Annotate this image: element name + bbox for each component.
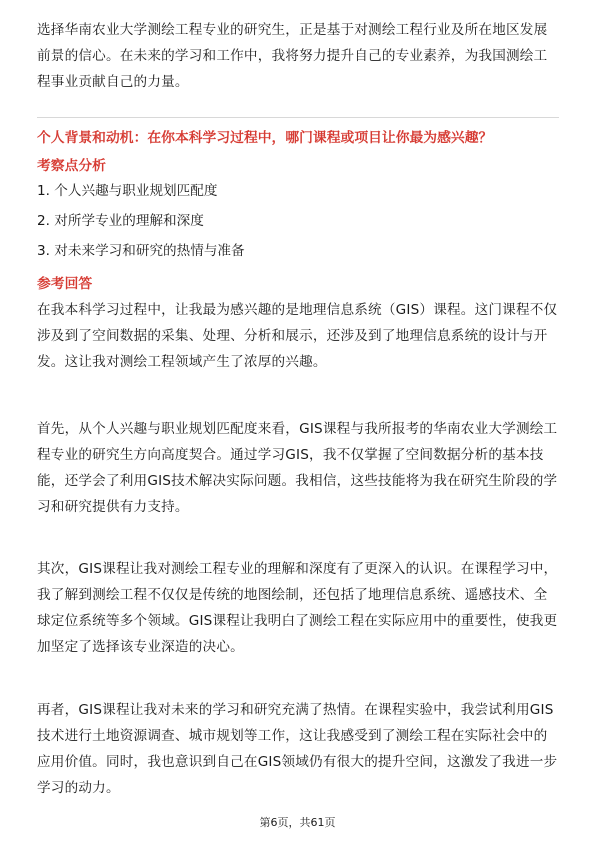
- answer-paragraph: 在我本科学习过程中，让我最为感兴趣的是地理信息系统（GIS）课程。这门课程不仅涉及到了空间数据的采集、处理、分析和展示，还涉及到了地理信息系统的设计与开发。这让我对测绘工程领域产生了浓厚的兴趣。: [37, 302, 558, 370]
- answer-paragraph: 首先，从个人兴趣与职业规划匹配度来看，GIS课程与我所报考的华南农业大学测绘工程专业的研究生方向高度契合。通过学习GIS，我不仅掌握了空间数据分析的基本技能，还学会了利用GIS技术解决实际问题。我相信，这些技能将为我在研究生阶段的学习和研究提供有力支持。: [37, 421, 558, 515]
- page-number: 第6页，共61页: [259, 816, 336, 829]
- answer-heading: 参考回答: [37, 276, 93, 292]
- analysis-item: 2. 对所学专业的理解和深度: [37, 213, 204, 229]
- analysis-item: 1. 个人兴趣与职业规划匹配度: [37, 183, 218, 199]
- analysis-item: 3. 对未来学习和研究的热情与准备: [37, 243, 245, 259]
- analysis-heading: 考察点分析: [37, 158, 106, 174]
- answer-paragraph: 再者，GIS课程让我对未来的学习和研究充满了热情。在课程实验中，我尝试利用GIS技术进行土地资源调查、城市规划等工作，这让我感受到了测绘工程在实际社会中的应用价值。同时，我也意识到自己在GIS领域仍有很大的提升空间，这激发了我进一步学习的动力。: [37, 702, 558, 796]
- answer-paragraph: 其次，GIS课程让我对测绘工程专业的理解和深度有了更深入的认识。在课程学习中，我了解到测绘工程不仅仅是传统的地图绘制，还包括了地理信息系统、遥感技术、全球定位系统等多个领域。GIS课程让我明白了测绘工程在实际应用中的重要性，使我更加坚定了选择该专业深造的决心。: [37, 561, 558, 655]
- section-divider: [37, 117, 559, 118]
- interview-question: 个人背景和动机：在你本科学习过程中，哪门课程或项目让你最为感兴趣？: [37, 130, 493, 146]
- intro-paragraph: 选择华南农业大学测绘工程专业的研究生，正是基于对测绘工程行业及所在地区发展前景的信心。在未来的学习和工作中，我将努力提升自己的专业素养，为我国测绘工程事业贡献自己的力量。: [37, 22, 548, 90]
